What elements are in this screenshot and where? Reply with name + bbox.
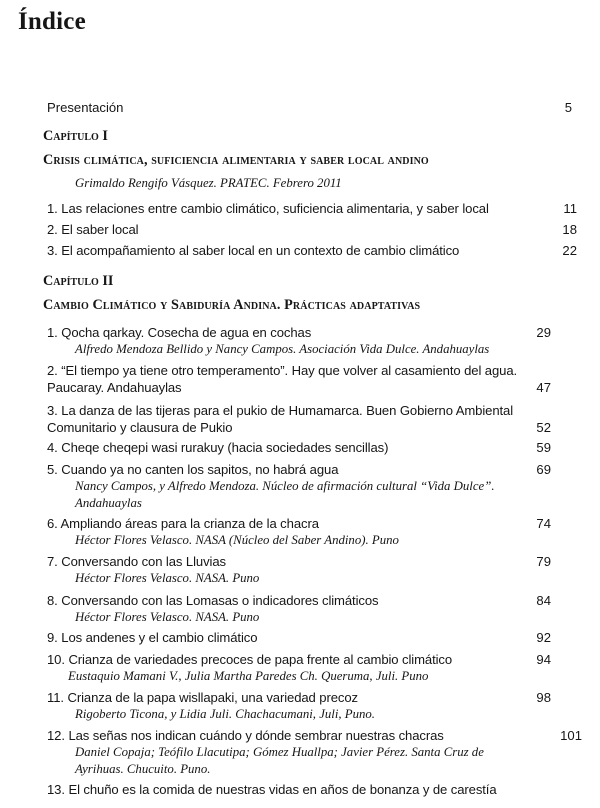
- page-number: 59: [536, 440, 551, 455]
- toc-entry-continuation: Comunitario y clausura de Pukio: [47, 420, 233, 435]
- page-number: 47: [536, 380, 551, 395]
- toc-entry-presentacion[interactable]: Presentación: [47, 100, 124, 115]
- page-number: 92: [536, 630, 551, 645]
- toc-entry[interactable]: 12. Las señas nos indican cuándo y dónde sembrar nuestras chacras: [47, 728, 444, 743]
- toc-entry[interactable]: 7. Conversando con las Lluvias: [47, 554, 226, 569]
- toc-entry[interactable]: 5. Cuando ya no canten los sapitos, no habrá agua: [47, 462, 339, 477]
- toc-entry[interactable]: 6. Ampliando áreas para la crianza de la chacra: [47, 516, 319, 531]
- page-number: 5: [564, 100, 572, 115]
- page-number: 79: [536, 554, 551, 569]
- page-number: 94: [536, 652, 551, 667]
- entry-author: Eustaquio Mamani V., Julia Martha Paredes Ch. Queruma, Juli. Puno: [68, 669, 429, 683]
- entry-author: Ayrihuas. Chucuito. Puno.: [75, 762, 211, 776]
- entry-author: Daniel Copaja; Teófilo Llacutipa; Gómez Huallpa; Javier Pérez. Santa Cruz de: [75, 745, 484, 759]
- entry-author: Héctor Flores Velasco. NASA. Puno: [75, 610, 260, 624]
- chapter-2-title: Cambio Climático y Sabiduría Andina. Prácticas adaptativas: [43, 297, 421, 313]
- toc-entry[interactable]: 4. Cheqe cheqepi wasi rurakuy (hacia sociedades sencillas): [47, 440, 389, 455]
- entry-author: Alfredo Mendoza Bellido y Nancy Campos. Asociación Vida Dulce. Andahuaylas: [75, 342, 490, 356]
- page-number: 84: [536, 593, 551, 608]
- page-number: 29: [536, 325, 551, 340]
- toc-entry[interactable]: 10. Crianza de variedades precoces de papa frente al cambio climático: [47, 652, 453, 667]
- chapter-2-heading: Capítulo II: [43, 273, 114, 289]
- toc-entry[interactable]: 1. Qocha qarkay. Cosecha de agua en cochas: [47, 325, 312, 340]
- toc-entry[interactable]: 8. Conversando con las Lomasas o indicadores climáticos: [47, 593, 379, 608]
- toc-entry[interactable]: 2. “El tiempo ya tiene otro temperamento”. Hay que volver al casamiento del agua.: [47, 363, 518, 378]
- entry-author: Andahuaylas: [75, 496, 142, 510]
- toc-entry[interactable]: 11. Crianza de la papa wisllapaki, una variedad precoz: [47, 690, 358, 705]
- page-number: 101: [560, 728, 582, 743]
- toc-entry[interactable]: 1. Las relaciones entre cambio climático, suficiencia alimentaria, y saber local: [47, 201, 489, 216]
- page-number: 18: [562, 222, 577, 237]
- chapter-1-author: Grimaldo Rengifo Vásquez. PRATEC. Febrero 2011: [75, 176, 342, 190]
- toc-entry-continuation: Paucaray. Andahuaylas: [47, 380, 182, 395]
- entry-author: Héctor Flores Velasco. NASA (Núcleo del Saber Andino). Puno: [75, 533, 399, 547]
- toc-entry[interactable]: 3. La danza de las tijeras para el pukio de Humamarca. Buen Gobierno Ambiental: [47, 403, 514, 418]
- page-title: Índice: [18, 8, 86, 35]
- chapter-1-heading: Capítulo I: [43, 128, 108, 144]
- toc-entry[interactable]: 2. El saber local: [47, 222, 139, 237]
- entry-author: Héctor Flores Velasco. NASA. Puno: [75, 571, 260, 585]
- page-number: 69: [536, 462, 551, 477]
- page-number: 74: [536, 516, 551, 531]
- chapter-1-title: Crisis climática, suficiencia alimentaria y saber local andino: [43, 152, 429, 168]
- page-number: 11: [563, 201, 577, 216]
- page-number: 98: [536, 690, 551, 705]
- entry-author: Nancy Campos, y Alfredo Mendoza. Núcleo de afirmación cultural “Vida Dulce”.: [75, 479, 495, 493]
- toc-entry[interactable]: 9. Los andenes y el cambio climático: [47, 630, 258, 645]
- toc-entry[interactable]: 13. El chuño es la comida de nuestras vidas en años de bonanza y de carestía: [47, 782, 497, 797]
- page-number: 22: [562, 243, 577, 258]
- page-number: 52: [536, 420, 551, 435]
- entry-author: Rigoberto Ticona, y Lidia Juli. Chachacumani, Juli, Puno.: [75, 707, 375, 721]
- toc-entry[interactable]: 3. El acompañamiento al saber local en un contexto de cambio climático: [47, 243, 460, 258]
